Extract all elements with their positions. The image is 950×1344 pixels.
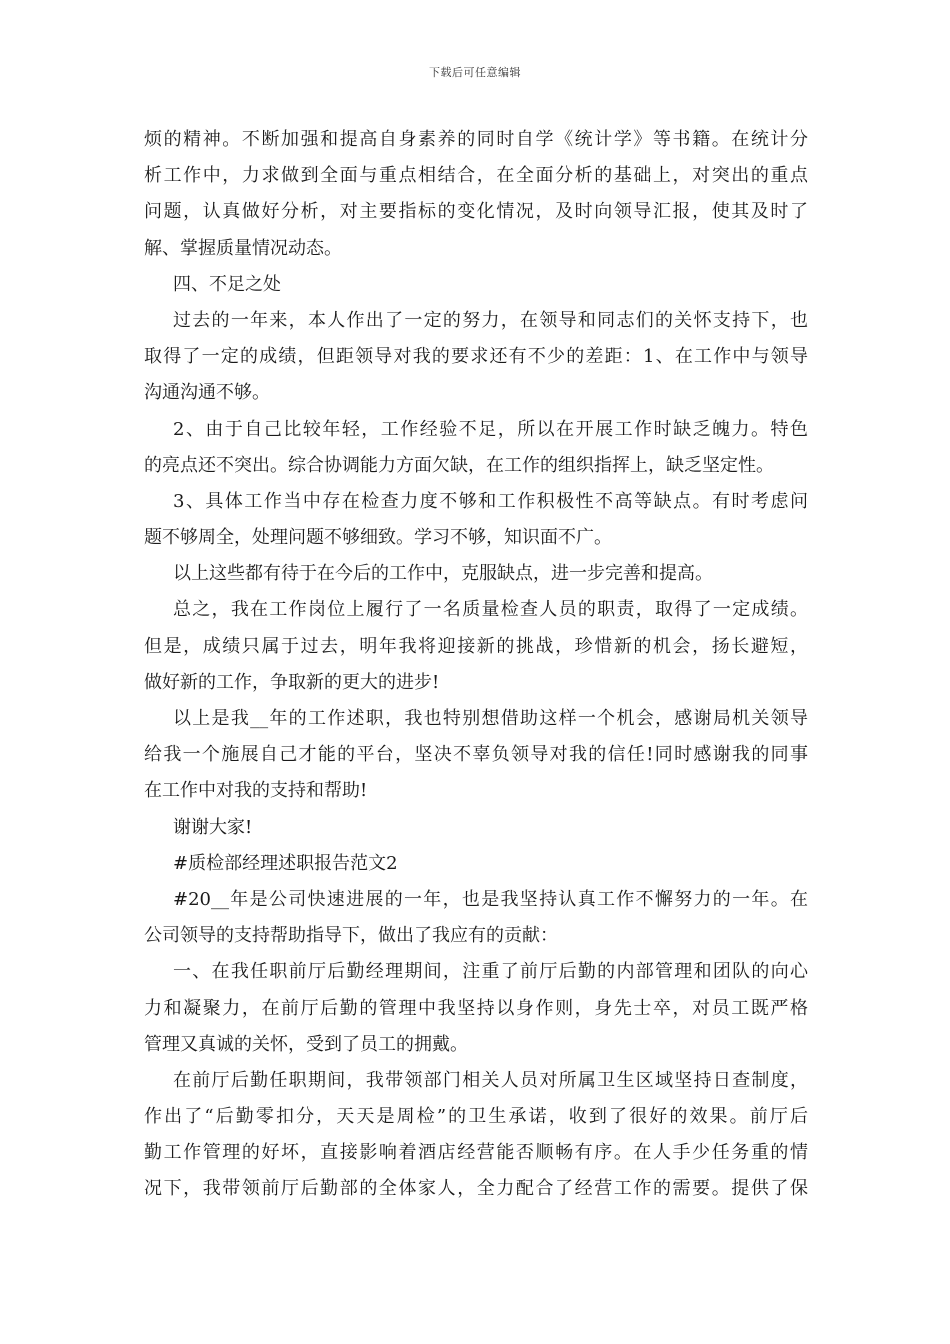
text-line: 解、掌握质量情况动态。 xyxy=(144,237,342,259)
text-line: 以上是我__年的工作述职，我也特别想借助这样一个机会，感谢局机关领导 xyxy=(173,708,808,729)
text-line: 管理又真诚的关怀，受到了员工的拥戴。 xyxy=(144,1033,468,1055)
text-line: 以上这些都有待于在今后的工作中，克服缺点，进一步完善和提高。 xyxy=(173,563,713,585)
text-line: 总之，我在工作岗位上履行了一名质量检查人员的职责，取得了一定成绩。 xyxy=(173,599,808,621)
document-body xyxy=(144,122,808,1208)
text-line: 做好新的工作，争取新的更大的进步! xyxy=(144,671,440,693)
text-line: 3、具体工作当中存在检查力度不够和工作积极性不高等缺点。有时考虑问 xyxy=(173,490,808,512)
text-line: 公司领导的支持帮助指导下，做出了我应有的贡献： xyxy=(144,925,558,947)
text-line: 勤工作管理的好坏，直接影响着酒店经营能否顺畅有序。在人手少任务重的情 xyxy=(144,1142,808,1164)
text-line: 题不够周全，处理问题不够细致。学习不够，知识面不广。 xyxy=(144,527,612,549)
text-line: 沟通沟通不够。 xyxy=(144,382,270,404)
page-header: 下载后可任意编辑 xyxy=(429,66,521,79)
text-line: 的亮点还不突出。综合协调能力方面欠缺，在工作的组织指挥上，缺乏坚定性。 xyxy=(144,454,774,476)
text-line: #20__年是公司快速进展的一年，也是我坚持认真工作不懈努力的一年。在 xyxy=(173,888,808,910)
text-line: 在工作中对我的支持和帮助! xyxy=(144,780,368,802)
text-line: 给我一个施展自己才能的平台，坚决不辜负领导对我的信任!同时感谢我的同事 xyxy=(144,744,808,766)
text-line: 在前厅后勤任职期间，我带领部门相关人员对所属卫生区域坚持日查制度， xyxy=(173,1069,808,1091)
text-line: 烦的精神。不断加强和提高自身素养的同时自学《统计学》等书籍。在统计分 xyxy=(144,129,808,150)
text-line: 2、由于自己比较年轻，工作经验不足，所以在开展工作时缺乏魄力。特色 xyxy=(173,418,808,440)
text-line: 况下，我带领前厅后勤部的全体家人，全力配合了经营工作的需要。提供了保 xyxy=(144,1178,808,1200)
text-line: 取得了一定的成绩，但距领导对我的要求还有不少的差距：1、在工作中与领导 xyxy=(144,346,808,368)
text-line: 四、不足之处 xyxy=(173,273,281,295)
text-line: 力和凝聚力，在前厅后勤的管理中我坚持以身作则，身先士卒，对员工既严格 xyxy=(144,997,808,1019)
text-line: 过去的一年来，本人作出了一定的努力，在领导和同志们的关怀支持下，也 xyxy=(173,309,808,331)
text-line: 问题，认真做好分析，对主要指标的变化情况，及时向领导汇报，使其及时了 xyxy=(144,201,808,223)
text-line: 一、在我任职前厅后勤经理期间，注重了前厅后勤的内部管理和团队的向心 xyxy=(173,961,808,983)
text-line: 析工作中，力求做到全面与重点相结合，在全面分析的基础上，对突出的重点 xyxy=(144,165,808,187)
text-line: 但是，成绩只属于过去，明年我将迎接新的挑战，珍惜新的机会，扬长避短， xyxy=(144,635,808,657)
text-line: 谢谢大家! xyxy=(173,816,253,838)
text-line: 作出了“后勤零扣分，天天是周检”的卫生承诺，收到了很好的效果。前厅后 xyxy=(144,1106,808,1128)
text-line: #质检部经理述职报告范文2 xyxy=(173,852,398,874)
